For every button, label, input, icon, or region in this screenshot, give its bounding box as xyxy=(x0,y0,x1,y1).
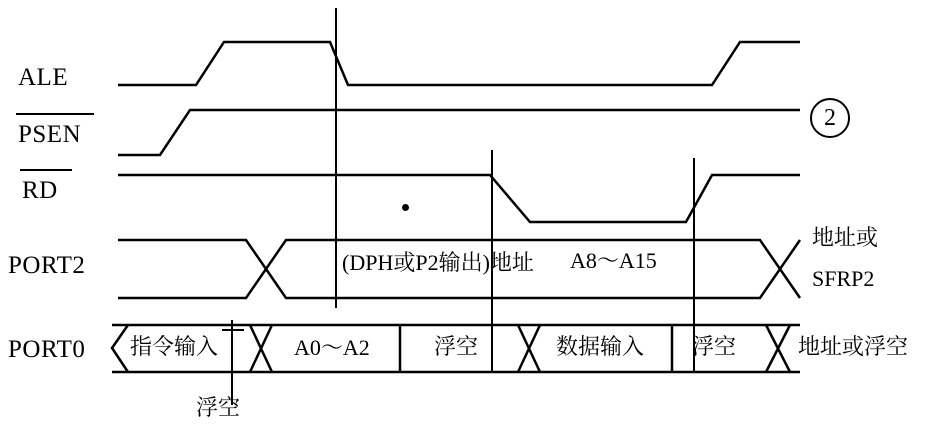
signal-label-ale: ALE xyxy=(18,64,69,91)
port2-right-label-1: SFRP2 xyxy=(812,266,875,291)
signal-label-port0: PORT0 xyxy=(8,336,86,363)
port2-label-1: A8～A15 xyxy=(570,248,657,273)
port0-label-3: 数据输入 xyxy=(556,335,645,360)
figure-number-badge: 2 xyxy=(810,98,850,138)
waveform-psen xyxy=(118,110,800,155)
signal-label-rd: RD xyxy=(22,177,58,204)
waveform-ale xyxy=(118,42,800,85)
port0-label-5: 地址或浮空 xyxy=(798,335,909,360)
dot-marker xyxy=(402,204,409,211)
annotation-floating: 浮空 xyxy=(196,396,241,421)
port2-right-label-0: 地址或 xyxy=(812,226,879,251)
signal-label-psen: PSEN xyxy=(18,121,82,148)
port0-label-0: 指令输入 xyxy=(130,335,219,360)
port0-label-1: A0～A2 xyxy=(294,335,370,360)
port2-label-0: (DPH或P2输出)地址 xyxy=(342,250,534,275)
port0-crossing-2 xyxy=(518,325,540,372)
port0-crossing-1 xyxy=(250,325,272,372)
port0-label-2: 浮空 xyxy=(434,335,479,360)
signal-label-port2: PORT2 xyxy=(8,252,86,279)
waveform-rd xyxy=(118,175,800,222)
port0-crossing-3 xyxy=(766,325,790,372)
port0-label-4: 浮空 xyxy=(692,335,737,360)
port0-start-chevron xyxy=(112,325,128,372)
